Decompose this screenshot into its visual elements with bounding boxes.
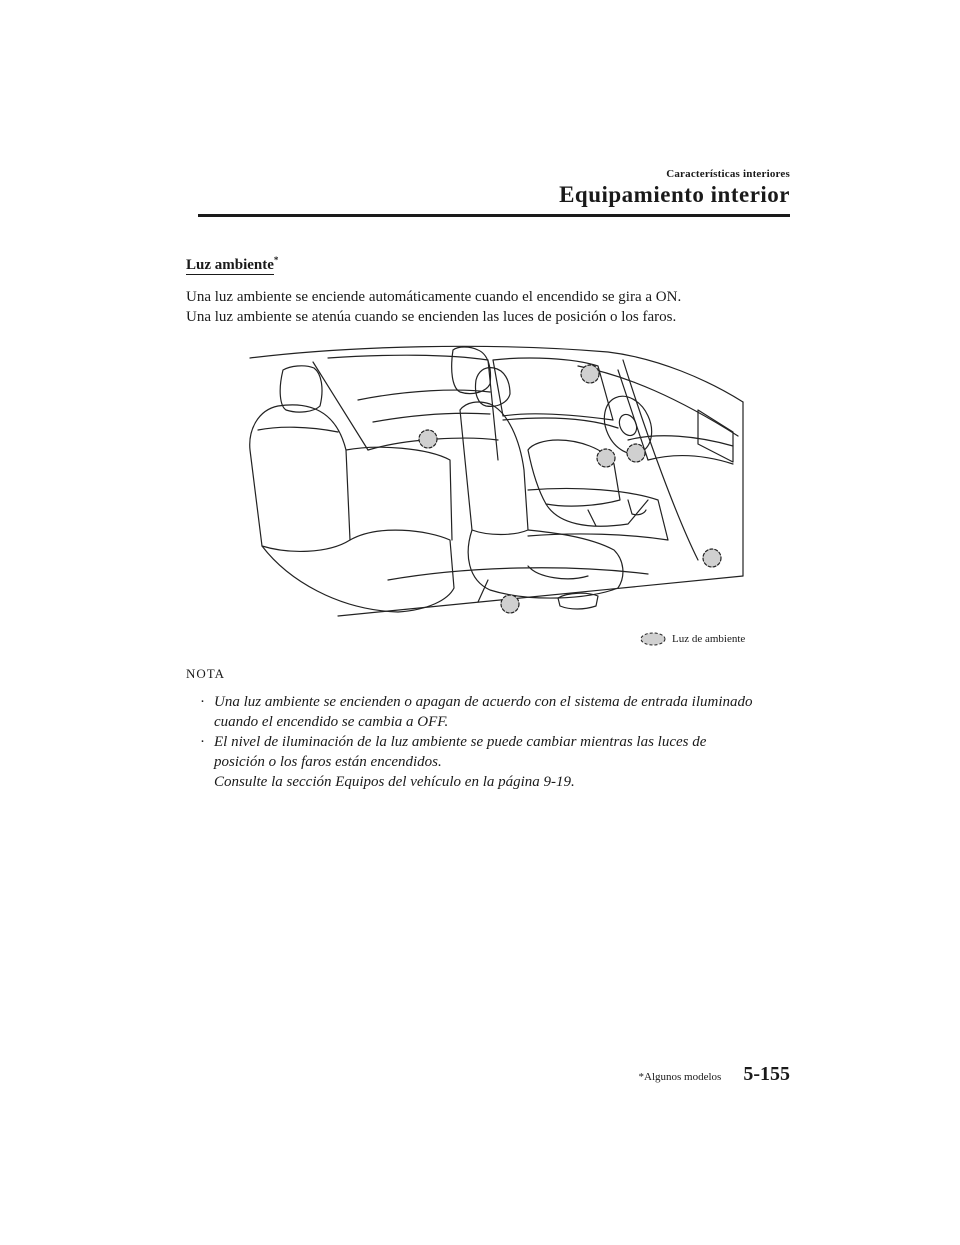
note-line: Consulte la sección Equipos del vehículo en la página 9-19. — [214, 774, 575, 790]
body-text — [186, 287, 786, 327]
header-rule — [198, 214, 790, 217]
car-interior-illustration — [228, 340, 748, 630]
page-title: Equipamiento interior — [559, 182, 790, 207]
note-item — [200, 732, 800, 792]
page-number: 5-155 — [743, 1063, 790, 1085]
section-label: Características interiores — [666, 168, 790, 180]
paragraph: Una luz ambiente se enciende automáticamente cuando el encendido se gira a ON. — [186, 289, 682, 305]
note-line: cuando el encendido se cambia a OFF. — [214, 714, 449, 730]
paragraph: Una luz ambiente se atenúa cuando se encienden las luces de posición o los faros. — [186, 309, 677, 325]
footnote: *Algunos modelos — [638, 1071, 722, 1083]
bullet-icon: · — [200, 734, 205, 750]
note-item — [200, 692, 800, 732]
optional-equipment-marker: * — [273, 255, 279, 265]
legend-label: Luz de ambiente — [672, 633, 746, 645]
ambient-light-marker-icon — [640, 632, 666, 646]
note-line: El nivel de iluminación de la luz ambiente se puede cambiar mientras las luces de — [214, 734, 707, 750]
bullet-icon: · — [200, 694, 205, 710]
note-line: posición o los faros están encendidos. — [214, 754, 442, 770]
page-footer — [639, 1063, 790, 1086]
subsection-heading — [186, 255, 278, 274]
note-list — [200, 692, 800, 792]
heading-text: Luz ambiente — [186, 257, 274, 273]
note-line: Una luz ambiente se encienden o apagan de acuerdo con el sistema de entrada iluminado — [214, 694, 753, 710]
figure-legend — [640, 632, 745, 646]
note-label: NOTA — [186, 666, 226, 681]
